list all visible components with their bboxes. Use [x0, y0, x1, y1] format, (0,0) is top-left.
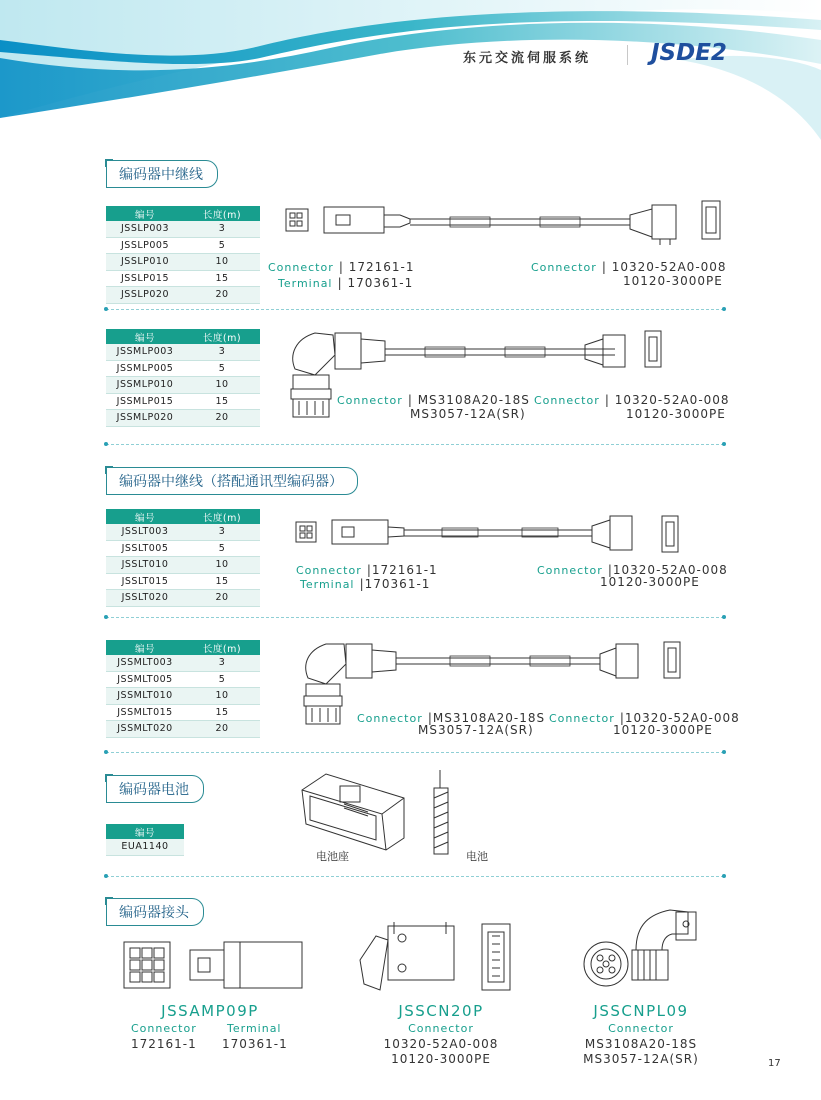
cell-code: JSSLP003	[106, 221, 184, 237]
terminal-label: Terminal	[227, 1022, 282, 1035]
connector-label: Connector	[268, 261, 334, 274]
table-row	[106, 688, 260, 705]
spec-terminal-a: Terminal |170361-1	[300, 577, 431, 591]
col-header-length: 长度(m)	[184, 206, 260, 221]
connector-part: 10320-52A0-008	[383, 1037, 499, 1051]
table-jssmlt	[106, 640, 260, 738]
connector-part-2: 10120-3000PE	[600, 575, 700, 589]
connector-part-2: MS3057-12A(SR)	[418, 723, 534, 737]
connector-part-2: MS3057-12A(SR)	[410, 407, 526, 421]
part-name-jsscn20p: JSSCN20P	[398, 1002, 484, 1020]
table-row	[106, 344, 260, 360]
connector-part: MS3108A20-18S	[584, 1037, 698, 1051]
terminal-label: Terminal	[300, 578, 355, 591]
cell-length: 5	[184, 671, 260, 688]
spec-terminal-a: Terminal | 170361-1	[278, 276, 414, 290]
cell-length: 20	[184, 410, 260, 427]
connector-part: 172161-1	[371, 563, 438, 577]
divider	[106, 752, 724, 753]
cell-code: JSSLP005	[106, 237, 184, 254]
divider	[106, 309, 724, 310]
connector-part: MS3108A20-18S	[417, 393, 530, 407]
spec-connector-b: Connector |10320-52A0-008	[537, 563, 728, 577]
battery-holder-drawing	[296, 768, 416, 852]
cell-code: JSSMLT020	[106, 721, 184, 738]
table-row	[106, 524, 260, 540]
connector-label: Connector	[357, 712, 423, 725]
table-row	[106, 573, 260, 590]
brand-separator	[627, 45, 628, 65]
cell-code: JSSLP020	[106, 287, 184, 304]
connector-label: Connector	[408, 1022, 474, 1035]
cell-length: 15	[184, 393, 260, 410]
cell-length: 20	[184, 590, 260, 607]
section-title-relay-comm: 编码器中继线（搭配通讯型编码器）	[106, 467, 358, 495]
table-row	[106, 721, 260, 738]
connector-part-2: 10120-3000PE	[391, 1052, 491, 1066]
cell-length: 15	[184, 704, 260, 721]
col-header-code: 编号	[106, 329, 184, 344]
cell-code: JSSLT005	[106, 540, 184, 557]
divider	[106, 444, 724, 445]
cell-code: JSSMLP020	[106, 410, 184, 427]
connector-part: 10320-52A0-008	[624, 711, 740, 725]
table-row	[106, 590, 260, 607]
spec-connector-b: Connector |10320-52A0-008	[549, 711, 740, 725]
connector-label: Connector	[337, 394, 403, 407]
connector-part-2: 10120-3000PE	[626, 407, 726, 421]
spec-connector-a: Connector |172161-1	[296, 563, 438, 577]
table-row	[106, 270, 260, 287]
page-number: 17	[768, 1058, 781, 1069]
connector-jsscnpl09-drawing	[580, 904, 704, 994]
connector-part: 10320-52A0-008	[614, 393, 730, 407]
connector-part-2: MS3057-12A(SR)	[583, 1052, 699, 1066]
connector-label: Connector	[131, 1022, 197, 1035]
cell-length: 10	[184, 254, 260, 271]
table-row	[106, 655, 260, 671]
cell-code: JSSLT020	[106, 590, 184, 607]
cell-code: JSSMLT005	[106, 671, 184, 688]
cell-code: JSSMLT015	[106, 704, 184, 721]
cell-length: 5	[184, 540, 260, 557]
spec-connector-b: Connector | 10320-52A0-008	[531, 260, 727, 274]
connector-label: Connector	[608, 1022, 674, 1035]
connector-label: Connector	[534, 394, 600, 407]
divider	[106, 876, 724, 877]
connector-jsscn20p-drawing	[356, 920, 528, 996]
cell-length: 10	[184, 377, 260, 394]
table-jsslp	[106, 206, 260, 304]
cell-code: JSSLP010	[106, 254, 184, 271]
connector-label: Connector	[537, 564, 603, 577]
cell-code: JSSLT003	[106, 524, 184, 540]
spec-connector-a: Connector |MS3108A20-18S	[357, 711, 546, 725]
col-header-code: 编号	[106, 824, 184, 839]
connector-part: 10320-52A0-008	[611, 260, 727, 274]
cell-code: EUA1140	[106, 839, 184, 855]
connector-label: Connector	[296, 564, 362, 577]
col-header-length: 长度(m)	[184, 640, 260, 655]
cell-code: JSSMLP010	[106, 377, 184, 394]
table-battery	[106, 824, 184, 856]
cell-code: JSSMLP003	[106, 344, 184, 360]
cell-code: JSSLP015	[106, 270, 184, 287]
brand-logo: JSDE2	[651, 40, 727, 66]
cell-code: JSSLT010	[106, 557, 184, 574]
table-jsslt	[106, 509, 260, 607]
table-row	[106, 360, 260, 377]
connector-jssamp09p-drawing	[120, 936, 310, 992]
spec-connector-a: Connector | 172161-1	[268, 260, 415, 274]
table-row	[106, 540, 260, 557]
header-wave-banner	[0, 0, 821, 150]
cell-length: 15	[184, 270, 260, 287]
cell-length: 5	[184, 237, 260, 254]
table-row	[106, 254, 260, 271]
table-row	[106, 237, 260, 254]
cable-drawing-jsslp	[280, 195, 725, 255]
connector-part-2: 10120-3000PE	[623, 274, 723, 288]
connector-part: 172161-1	[131, 1037, 197, 1051]
cell-code: JSSMLP005	[106, 360, 184, 377]
col-header-length: 长度(m)	[184, 329, 260, 344]
cell-length: 20	[184, 287, 260, 304]
table-row	[106, 704, 260, 721]
table-row	[106, 557, 260, 574]
battery-seat-caption: 电池座	[316, 850, 349, 863]
cell-code: JSSMLT003	[106, 655, 184, 671]
cell-length: 5	[184, 360, 260, 377]
col-header-length: 长度(m)	[184, 509, 260, 524]
part-name-jssamp09p: JSSAMP09P	[161, 1002, 259, 1020]
table-row	[106, 377, 260, 394]
section-title-battery: 编码器电池	[106, 775, 204, 803]
cell-length: 3	[184, 344, 260, 360]
table-row	[106, 221, 260, 237]
cell-code: JSSMLP015	[106, 393, 184, 410]
connector-part: MS3108A20-18S	[432, 711, 546, 725]
table-row	[106, 393, 260, 410]
battery-cell-caption: 电池	[466, 850, 488, 863]
section-title-relay: 编码器中继线	[106, 160, 218, 188]
table-row	[106, 410, 260, 427]
terminal-part: 170361-1	[364, 577, 431, 591]
battery-cell-drawing	[430, 768, 456, 860]
col-header-code: 编号	[106, 640, 184, 655]
connector-label: Connector	[549, 712, 615, 725]
part-name-jsscnpl09: JSSCNPL09	[593, 1002, 689, 1020]
spec-connector-a: Connector | MS3108A20-18S	[337, 393, 530, 407]
cell-length: 3	[184, 655, 260, 671]
cell-code: JSSMLT010	[106, 688, 184, 705]
col-header-code: 编号	[106, 206, 184, 221]
cable-drawing-jsslt	[292, 512, 692, 562]
table-row	[106, 287, 260, 304]
connector-part-2: 10120-3000PE	[613, 723, 713, 737]
cell-length: 15	[184, 573, 260, 590]
terminal-part: 170361-1	[347, 276, 414, 290]
cell-length: 3	[184, 221, 260, 237]
cell-length: 10	[184, 688, 260, 705]
table-row	[106, 671, 260, 688]
cell-length: 10	[184, 557, 260, 574]
col-header-code: 编号	[106, 509, 184, 524]
connector-label: Connector	[531, 261, 597, 274]
section-title-connector: 编码器接头	[106, 898, 204, 926]
cell-length: 20	[184, 721, 260, 738]
cell-code: JSSLT015	[106, 573, 184, 590]
cell-length: 3	[184, 524, 260, 540]
table-row	[106, 839, 184, 855]
connector-part: 10320-52A0-008	[612, 563, 728, 577]
terminal-part: 170361-1	[222, 1037, 288, 1051]
spec-connector-b: Connector | 10320-52A0-008	[534, 393, 730, 407]
divider	[106, 617, 724, 618]
terminal-label: Terminal	[278, 277, 333, 290]
connector-part: 172161-1	[348, 260, 415, 274]
table-jssmlp	[106, 329, 260, 427]
brand-name: 东元交流伺服系统	[463, 51, 592, 66]
